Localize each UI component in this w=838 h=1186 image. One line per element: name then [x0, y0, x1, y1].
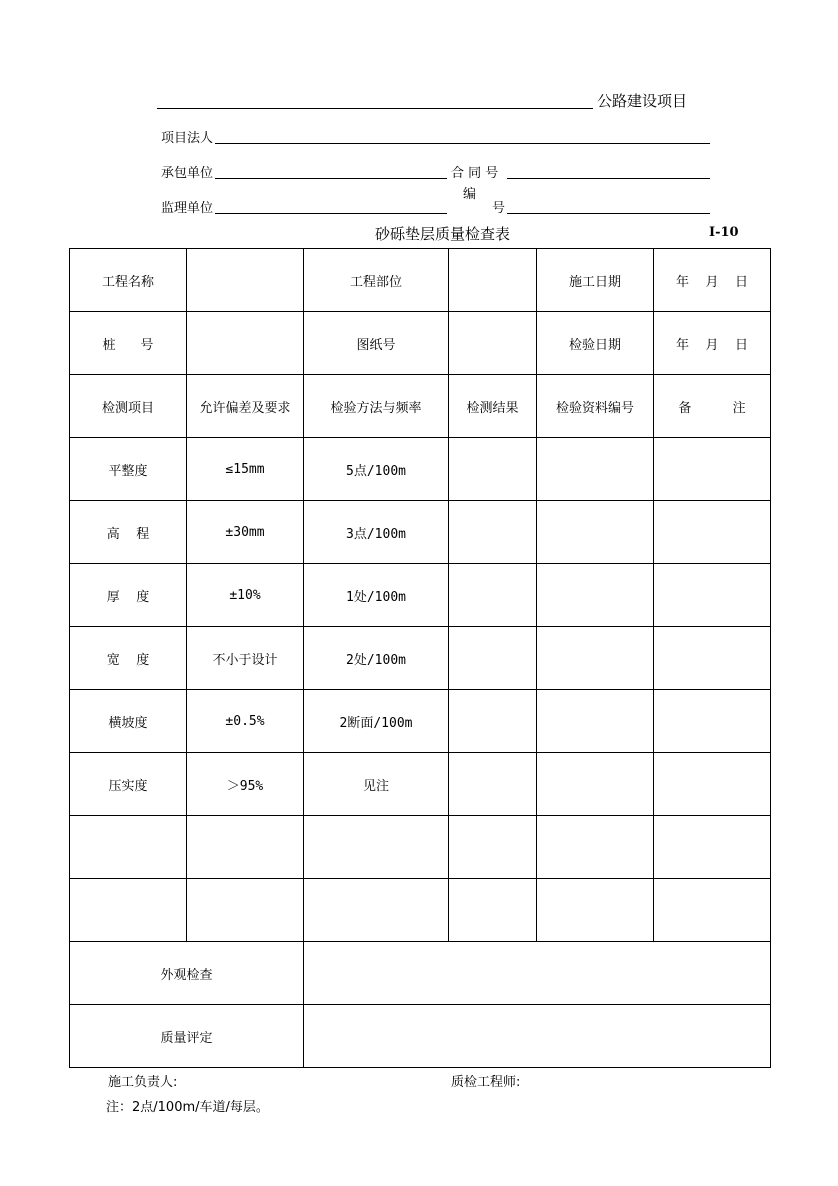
drawing-no-value[interactable]	[449, 312, 537, 375]
project-name-value[interactable]	[187, 249, 304, 312]
item-method: 1处/100m	[304, 564, 449, 627]
table-row	[70, 564, 771, 627]
item-remark[interactable]	[654, 564, 771, 627]
item-record-no[interactable]	[537, 690, 654, 753]
contract-no-label: 合 同 号	[451, 166, 499, 181]
item-name: 横坡度	[70, 690, 187, 753]
column-header: 允许偏差及要求	[187, 375, 304, 438]
item-tolerance: ≤15mm	[187, 438, 304, 501]
column-header: 检验方法与频率	[304, 375, 449, 438]
item-record-no[interactable]	[537, 627, 654, 690]
table-row	[70, 249, 771, 312]
form-code: I-10	[709, 225, 739, 240]
item-result[interactable]	[449, 438, 537, 501]
item-name: 压实度	[70, 753, 187, 816]
item-name: 厚 度	[70, 564, 187, 627]
empty-cell[interactable]	[70, 816, 187, 879]
drawing-no-label: 图纸号	[304, 312, 449, 375]
quality-value[interactable]	[304, 1005, 771, 1068]
item-remark[interactable]	[654, 438, 771, 501]
inspection-table	[69, 248, 771, 1068]
item-remark[interactable]	[654, 501, 771, 564]
table-row	[70, 1005, 771, 1068]
item-name: 宽 度	[70, 627, 187, 690]
item-tolerance: ＞95%	[187, 753, 304, 816]
quality-label: 质量评定	[70, 1005, 304, 1068]
item-result[interactable]	[449, 501, 537, 564]
construction-date-label: 施工日期	[537, 249, 654, 312]
empty-cell[interactable]	[304, 816, 449, 879]
table-row	[70, 312, 771, 375]
table-row	[70, 627, 771, 690]
project-part-label: 工程部位	[304, 249, 449, 312]
contractor-label: 承包单位	[161, 166, 214, 181]
item-method: 5点/100m	[304, 438, 449, 501]
table-header-row	[70, 375, 771, 438]
project-name-label: 工程名称	[70, 249, 187, 312]
table-row	[70, 690, 771, 753]
item-tolerance: 不小于设计	[187, 627, 304, 690]
table-row	[70, 942, 771, 1005]
empty-cell[interactable]	[537, 879, 654, 942]
column-header: 检测结果	[449, 375, 537, 438]
empty-cell[interactable]	[70, 879, 187, 942]
item-record-no[interactable]	[537, 753, 654, 816]
table-row	[70, 879, 771, 942]
item-record-no[interactable]	[537, 438, 654, 501]
empty-cell[interactable]	[187, 879, 304, 942]
number-label-top: 编	[463, 187, 477, 202]
empty-cell[interactable]	[304, 879, 449, 942]
station-label: 桩 号	[70, 312, 187, 375]
construction-date-value[interactable]: 年 月 日	[654, 249, 771, 312]
footnote: 注：2点/100m/车道/每层。	[106, 1100, 269, 1115]
item-tolerance: ±10%	[187, 564, 304, 627]
item-method: 3点/100m	[304, 501, 449, 564]
item-tolerance: ±30mm	[187, 501, 304, 564]
project-suffix: 公路建设项目	[597, 92, 688, 110]
number-line[interactable]	[507, 213, 710, 214]
item-result[interactable]	[449, 753, 537, 816]
empty-cell[interactable]	[654, 879, 771, 942]
table-row	[70, 753, 771, 816]
item-record-no[interactable]	[537, 501, 654, 564]
column-header: 检测项目	[70, 375, 187, 438]
inspection-date-value[interactable]: 年 月 日	[654, 312, 771, 375]
item-remark[interactable]	[654, 690, 771, 753]
project-part-value[interactable]	[449, 249, 537, 312]
empty-cell[interactable]	[449, 879, 537, 942]
project-name-line[interactable]	[157, 108, 593, 109]
item-record-no[interactable]	[537, 564, 654, 627]
station-value[interactable]	[187, 312, 304, 375]
inspection-date-label: 检验日期	[537, 312, 654, 375]
appearance-label: 外观检查	[70, 942, 304, 1005]
item-name: 平整度	[70, 438, 187, 501]
column-header: 检验资料编号	[537, 375, 654, 438]
supervisor-line[interactable]	[215, 213, 447, 214]
item-method: 2断面/100m	[304, 690, 449, 753]
item-method: 见注	[304, 753, 449, 816]
item-result[interactable]	[449, 690, 537, 753]
table-row	[70, 816, 771, 879]
item-remark[interactable]	[654, 627, 771, 690]
table-row	[70, 501, 771, 564]
contract-no-line[interactable]	[507, 178, 710, 179]
empty-cell[interactable]	[187, 816, 304, 879]
empty-cell[interactable]	[537, 816, 654, 879]
number-label-bottom: 号	[492, 201, 506, 216]
form-title: 砂砾垫层质量检查表	[375, 225, 511, 243]
table-row	[70, 438, 771, 501]
column-header: 备 注	[654, 375, 771, 438]
item-result[interactable]	[449, 627, 537, 690]
item-name: 高 程	[70, 501, 187, 564]
appearance-value[interactable]	[304, 942, 771, 1005]
legal-person-label: 项目法人	[161, 131, 214, 146]
contractor-line[interactable]	[215, 178, 447, 179]
empty-cell[interactable]	[654, 816, 771, 879]
legal-person-line[interactable]	[215, 143, 710, 144]
construction-lead-label: 施工负责人:	[108, 1075, 178, 1090]
item-remark[interactable]	[654, 753, 771, 816]
item-tolerance: ±0.5%	[187, 690, 304, 753]
item-result[interactable]	[449, 564, 537, 627]
empty-cell[interactable]	[449, 816, 537, 879]
supervisor-label: 监理单位	[161, 201, 214, 216]
item-method: 2处/100m	[304, 627, 449, 690]
qc-engineer-label: 质检工程师:	[451, 1075, 521, 1090]
